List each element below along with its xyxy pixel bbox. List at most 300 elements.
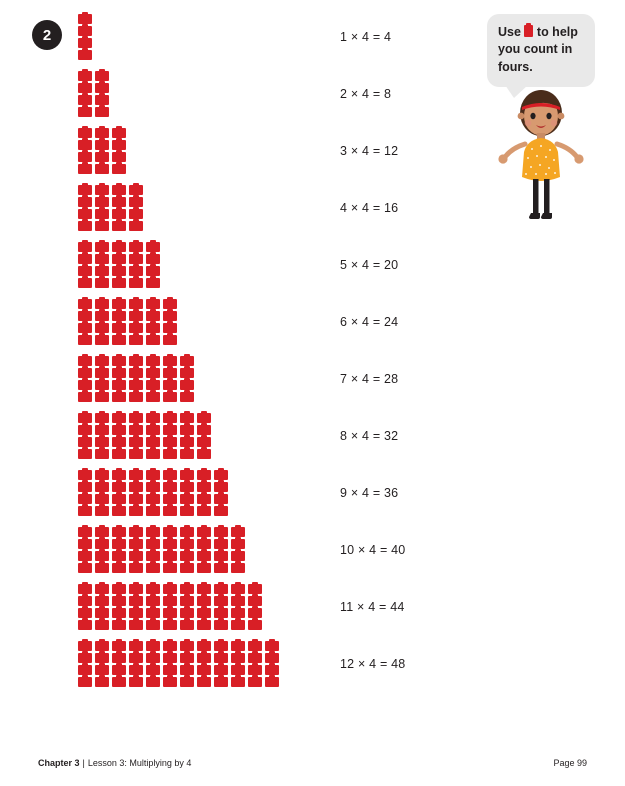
red-cube-icon: [248, 677, 262, 687]
red-cube-icon: [95, 425, 109, 435]
red-cube-icon: [180, 425, 194, 435]
cube-stack: [95, 470, 109, 516]
red-cube-icon: [78, 71, 92, 81]
red-cube-icon: [95, 209, 109, 219]
red-cube-icon: [163, 620, 177, 630]
cube-stack: [180, 413, 194, 459]
cube-row: [78, 641, 558, 698]
cube-stack-group: [78, 470, 228, 516]
red-cube-icon: [129, 551, 143, 561]
red-cube-icon: [78, 494, 92, 504]
cube-stack: [231, 584, 245, 630]
red-cube-icon: [112, 482, 126, 492]
red-cube-icon: [524, 25, 533, 37]
red-cube-icon: [197, 470, 211, 480]
red-cube-icon: [129, 608, 143, 618]
red-cube-icon: [197, 620, 211, 630]
red-cube-icon: [197, 449, 211, 459]
cube-stack: [197, 527, 211, 573]
red-cube-icon: [78, 26, 92, 36]
equation-text: 2 × 4 = 8: [340, 87, 392, 101]
red-cube-icon: [197, 596, 211, 606]
red-cube-icon: [231, 527, 245, 537]
cube-stack-group: [78, 185, 143, 231]
red-cube-icon: [112, 254, 126, 264]
red-cube-icon: [146, 392, 160, 402]
red-cube-icon: [78, 368, 92, 378]
red-cube-icon: [95, 335, 109, 345]
red-cube-icon: [146, 368, 160, 378]
red-cube-icon: [248, 596, 262, 606]
cube-stack: [112, 413, 126, 459]
red-cube-icon: [214, 539, 228, 549]
red-cube-icon: [163, 449, 177, 459]
red-cube-icon: [163, 470, 177, 480]
red-cube-icon: [129, 209, 143, 219]
red-cube-icon: [146, 584, 160, 594]
red-cube-icon: [146, 551, 160, 561]
red-cube-icon: [129, 185, 143, 195]
red-cube-icon: [265, 641, 279, 651]
red-cube-icon: [163, 299, 177, 309]
equation-text: 12 × 4 = 48: [340, 657, 406, 671]
red-cube-icon: [78, 242, 92, 252]
red-cube-icon: [112, 641, 126, 651]
red-cube-icon: [214, 563, 228, 573]
cube-stack: [112, 299, 126, 345]
red-cube-icon: [231, 641, 245, 651]
red-cube-icon: [180, 641, 194, 651]
red-cube-icon: [95, 494, 109, 504]
red-cube-icon: [112, 197, 126, 207]
red-cube-icon: [78, 152, 92, 162]
red-cube-icon: [180, 665, 194, 675]
cube-stack: [78, 641, 92, 687]
cube-stack: [129, 299, 143, 345]
red-cube-icon: [112, 311, 126, 321]
cube-stack: [197, 413, 211, 459]
red-cube-icon: [146, 677, 160, 687]
red-cube-icon: [95, 608, 109, 618]
equation-text: 5 × 4 = 20: [340, 258, 399, 272]
cube-stack: [197, 641, 211, 687]
red-cube-icon: [180, 437, 194, 447]
red-cube-icon: [197, 482, 211, 492]
red-cube-icon: [95, 242, 109, 252]
cube-stack: [129, 470, 143, 516]
red-cube-icon: [146, 266, 160, 276]
red-cube-icon: [146, 311, 160, 321]
cube-stack-group: [78, 71, 109, 117]
cube-stack: [231, 641, 245, 687]
red-cube-icon: [112, 527, 126, 537]
cube-stack: [129, 185, 143, 231]
cube-row: [78, 299, 558, 356]
red-cube-icon: [146, 665, 160, 675]
red-cube-icon: [197, 584, 211, 594]
cube-stack: [95, 128, 109, 174]
red-cube-icon: [112, 653, 126, 663]
red-cube-icon: [112, 221, 126, 231]
red-cube-icon: [95, 551, 109, 561]
red-cube-icon: [78, 164, 92, 174]
red-cube-icon: [112, 665, 126, 675]
red-cube-icon: [180, 494, 194, 504]
cube-stack: [146, 641, 160, 687]
red-cube-icon: [78, 425, 92, 435]
red-cube-icon: [163, 494, 177, 504]
red-cube-icon: [146, 449, 160, 459]
cube-stack: [163, 470, 177, 516]
red-cube-icon: [231, 653, 245, 663]
red-cube-icon: [112, 209, 126, 219]
red-cube-icon: [180, 380, 194, 390]
red-cube-icon: [180, 413, 194, 423]
red-cube-icon: [78, 608, 92, 618]
red-cube-icon: [180, 677, 194, 687]
red-cube-icon: [95, 254, 109, 264]
cube-stack: [78, 242, 92, 288]
red-cube-icon: [95, 584, 109, 594]
red-cube-icon: [197, 425, 211, 435]
footer-chapter: Chapter 3: [38, 758, 80, 768]
red-cube-icon: [129, 356, 143, 366]
red-cube-icon: [95, 413, 109, 423]
red-cube-icon: [180, 482, 194, 492]
red-cube-icon: [78, 539, 92, 549]
red-cube-icon: [78, 641, 92, 651]
cube-stack: [112, 584, 126, 630]
red-cube-icon: [248, 620, 262, 630]
cube-stack: [78, 584, 92, 630]
cube-stack: [146, 413, 160, 459]
red-cube-icon: [112, 323, 126, 333]
red-cube-icon: [129, 539, 143, 549]
cube-stack: [95, 71, 109, 117]
red-cube-icon: [78, 653, 92, 663]
red-cube-icon: [112, 425, 126, 435]
red-cube-icon: [248, 653, 262, 663]
red-cube-icon: [214, 608, 228, 618]
red-cube-icon: [78, 527, 92, 537]
red-cube-icon: [95, 677, 109, 687]
red-cube-icon: [129, 563, 143, 573]
red-cube-icon: [146, 278, 160, 288]
red-cube-icon: [248, 665, 262, 675]
red-cube-icon: [95, 323, 109, 333]
cube-stack: [95, 242, 109, 288]
red-cube-icon: [180, 608, 194, 618]
cube-stack: [214, 527, 228, 573]
red-cube-icon: [129, 242, 143, 252]
red-cube-icon: [265, 665, 279, 675]
red-cube-icon: [163, 563, 177, 573]
red-cube-icon: [180, 368, 194, 378]
red-cube-icon: [146, 527, 160, 537]
red-cube-icon: [129, 596, 143, 606]
red-cube-icon: [95, 197, 109, 207]
red-cube-icon: [129, 392, 143, 402]
red-cube-icon: [95, 71, 109, 81]
red-cube-icon: [112, 299, 126, 309]
equation-text: 9 × 4 = 36: [340, 486, 399, 500]
cube-stack: [95, 641, 109, 687]
equation-text: 7 × 4 = 28: [340, 372, 399, 386]
red-cube-icon: [231, 596, 245, 606]
cube-stack: [78, 356, 92, 402]
red-cube-icon: [78, 449, 92, 459]
red-cube-icon: [197, 665, 211, 675]
red-cube-icon: [112, 185, 126, 195]
red-cube-icon: [180, 539, 194, 549]
red-cube-icon: [112, 563, 126, 573]
cube-stack: [112, 641, 126, 687]
red-cube-icon: [129, 221, 143, 231]
cube-stack: [112, 242, 126, 288]
cube-stack: [78, 527, 92, 573]
red-cube-icon: [214, 653, 228, 663]
red-cube-icon: [146, 356, 160, 366]
red-cube-icon: [180, 449, 194, 459]
red-cube-icon: [197, 653, 211, 663]
cube-stack: [129, 584, 143, 630]
red-cube-icon: [112, 584, 126, 594]
red-cube-icon: [163, 323, 177, 333]
red-cube-icon: [214, 677, 228, 687]
cube-stack: [163, 356, 177, 402]
red-cube-icon: [112, 608, 126, 618]
cube-stack-group: [78, 299, 177, 345]
red-cube-icon: [180, 584, 194, 594]
red-cube-icon: [180, 551, 194, 561]
cube-stack: [146, 299, 160, 345]
red-cube-icon: [95, 128, 109, 138]
cube-stack: [78, 185, 92, 231]
red-cube-icon: [129, 653, 143, 663]
red-cube-icon: [112, 413, 126, 423]
red-cube-icon: [146, 539, 160, 549]
red-cube-icon: [231, 584, 245, 594]
red-cube-icon: [180, 620, 194, 630]
red-cube-icon: [129, 266, 143, 276]
cube-stack-group: [78, 527, 245, 573]
exercise-number-badge: 2: [32, 20, 62, 50]
red-cube-icon: [78, 278, 92, 288]
red-cube-icon: [163, 527, 177, 537]
red-cube-icon: [112, 494, 126, 504]
red-cube-icon: [129, 368, 143, 378]
red-cube-icon: [231, 620, 245, 630]
red-cube-icon: [163, 653, 177, 663]
red-cube-icon: [78, 299, 92, 309]
hint-text-before: Use: [498, 25, 521, 39]
red-cube-icon: [180, 356, 194, 366]
red-cube-icon: [112, 539, 126, 549]
red-cube-icon: [197, 494, 211, 504]
red-cube-icon: [163, 482, 177, 492]
cube-stack: [163, 584, 177, 630]
red-cube-icon: [95, 152, 109, 162]
red-cube-icon: [112, 677, 126, 687]
red-cube-icon: [112, 368, 126, 378]
red-cube-icon: [129, 299, 143, 309]
red-cube-icon: [112, 164, 126, 174]
red-cube-icon: [95, 665, 109, 675]
red-cube-icon: [78, 677, 92, 687]
red-cube-icon: [95, 266, 109, 276]
red-cube-icon: [112, 266, 126, 276]
red-cube-icon: [180, 506, 194, 516]
red-cube-icon: [146, 380, 160, 390]
red-cube-icon: [129, 506, 143, 516]
red-cube-icon: [129, 380, 143, 390]
footer-lesson: Lesson 3: Multiplying by 4: [87, 758, 192, 768]
equation-text: 4 × 4 = 16: [340, 201, 399, 215]
red-cube-icon: [231, 551, 245, 561]
cube-stack: [197, 470, 211, 516]
red-cube-icon: [78, 437, 92, 447]
red-cube-icon: [129, 641, 143, 651]
cube-stack: [146, 470, 160, 516]
equation-text: 1 × 4 = 4: [340, 30, 392, 44]
cube-stack-group: [78, 14, 92, 60]
red-cube-icon: [214, 665, 228, 675]
red-cube-icon: [180, 392, 194, 402]
red-cube-icon: [248, 608, 262, 618]
red-cube-icon: [214, 620, 228, 630]
cube-stack: [78, 71, 92, 117]
red-cube-icon: [146, 335, 160, 345]
red-cube-icon: [112, 620, 126, 630]
red-cube-icon: [163, 677, 177, 687]
red-cube-icon: [163, 641, 177, 651]
red-cube-icon: [112, 392, 126, 402]
equation-text: 11 × 4 = 44: [340, 600, 405, 614]
red-cube-icon: [163, 311, 177, 321]
red-cube-icon: [163, 437, 177, 447]
cube-stack: [78, 128, 92, 174]
red-cube-icon: [163, 368, 177, 378]
red-cube-icon: [129, 323, 143, 333]
red-cube-icon: [163, 665, 177, 675]
red-cube-icon: [78, 323, 92, 333]
cube-stack: [95, 185, 109, 231]
cube-stack: [146, 242, 160, 288]
cube-stack: [112, 470, 126, 516]
cube-stack: [180, 356, 194, 402]
red-cube-icon: [163, 584, 177, 594]
page-footer: [0, 758, 625, 768]
cube-stack: [214, 641, 228, 687]
red-cube-icon: [95, 278, 109, 288]
red-cube-icon: [95, 506, 109, 516]
red-cube-icon: [78, 221, 92, 231]
red-cube-icon: [95, 221, 109, 231]
red-cube-icon: [95, 380, 109, 390]
red-cube-icon: [197, 641, 211, 651]
red-cube-icon: [214, 506, 228, 516]
red-cube-icon: [95, 653, 109, 663]
red-cube-icon: [214, 596, 228, 606]
red-cube-icon: [129, 413, 143, 423]
red-cube-icon: [146, 482, 160, 492]
red-cube-icon: [112, 128, 126, 138]
red-cube-icon: [231, 608, 245, 618]
red-cube-icon: [146, 653, 160, 663]
cube-stack: [231, 527, 245, 573]
red-cube-icon: [78, 551, 92, 561]
red-cube-icon: [129, 665, 143, 675]
cube-stack: [180, 470, 194, 516]
red-cube-icon: [78, 266, 92, 276]
red-cube-icon: [112, 596, 126, 606]
red-cube-icon: [214, 494, 228, 504]
equation-text: 10 × 4 = 40: [340, 543, 406, 557]
red-cube-icon: [112, 356, 126, 366]
red-cube-icon: [248, 641, 262, 651]
red-cube-icon: [231, 539, 245, 549]
red-cube-icon: [146, 470, 160, 480]
cube-stack: [129, 356, 143, 402]
red-cube-icon: [163, 413, 177, 423]
cube-stack-group: [78, 356, 194, 402]
red-cube-icon: [180, 596, 194, 606]
cube-stack: [265, 641, 279, 687]
red-cube-icon: [112, 380, 126, 390]
cube-stack: [95, 584, 109, 630]
cube-stack: [248, 641, 262, 687]
red-cube-icon: [95, 185, 109, 195]
red-cube-icon: [78, 563, 92, 573]
red-cube-icon: [95, 83, 109, 93]
cube-row: [78, 470, 558, 527]
cube-stack: [180, 527, 194, 573]
red-cube-icon: [163, 539, 177, 549]
red-cube-icon: [129, 677, 143, 687]
red-cube-icon: [163, 506, 177, 516]
red-cube-icon: [146, 596, 160, 606]
red-cube-icon: [78, 197, 92, 207]
red-cube-icon: [163, 425, 177, 435]
red-cube-icon: [78, 380, 92, 390]
red-cube-icon: [146, 425, 160, 435]
red-cube-icon: [129, 527, 143, 537]
red-cube-icon: [146, 494, 160, 504]
red-cube-icon: [129, 311, 143, 321]
cube-row: [78, 356, 558, 413]
cube-stack: [129, 527, 143, 573]
red-cube-icon: [78, 128, 92, 138]
cube-stack-group: [78, 242, 160, 288]
red-cube-icon: [163, 392, 177, 402]
red-cube-icon: [197, 527, 211, 537]
red-cube-icon: [78, 83, 92, 93]
equation-text: 6 × 4 = 24: [340, 315, 399, 329]
red-cube-icon: [146, 563, 160, 573]
equation-text: 8 × 4 = 32: [340, 429, 399, 443]
red-cube-icon: [214, 584, 228, 594]
cube-stack: [163, 413, 177, 459]
cube-stack: [78, 299, 92, 345]
red-cube-icon: [78, 254, 92, 264]
cube-stack: [95, 413, 109, 459]
red-cube-icon: [248, 584, 262, 594]
red-cube-icon: [112, 335, 126, 345]
red-cube-icon: [180, 470, 194, 480]
cube-stack: [163, 299, 177, 345]
red-cube-icon: [95, 107, 109, 117]
cube-stack: [180, 641, 194, 687]
